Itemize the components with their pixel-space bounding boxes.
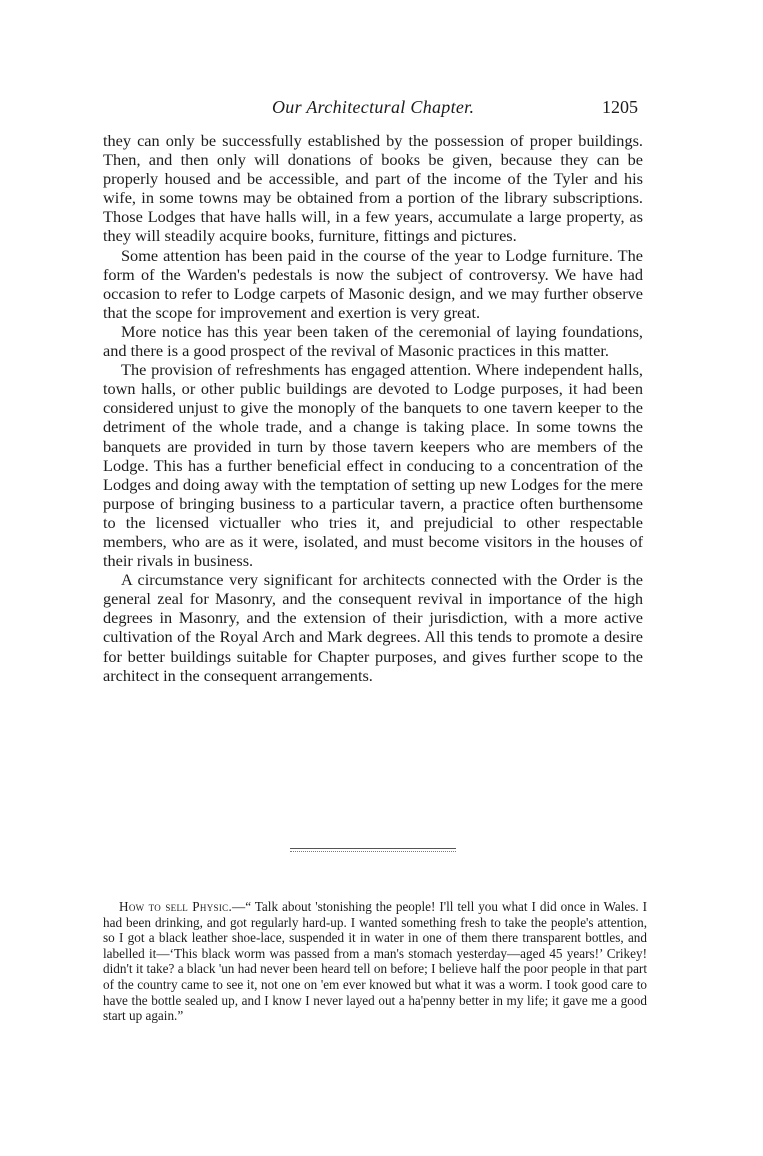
anecdote-paragraph bbox=[103, 899, 647, 1024]
article-paragraph: More notice has this year been taken of the ceremonial of laying foundations, and there is a good prospect of the revival of Masonic practices in this matter. bbox=[103, 321, 643, 361]
page-number: 1205 bbox=[602, 97, 638, 117]
running-header bbox=[0, 97, 763, 123]
divider-rule bbox=[290, 851, 456, 852]
article-paragraph: Some attention has been paid in the course of the year to Lodge furniture. The form of the Warden's pedestals is now the subject of controversy. We have had occasion to refer to Lodge carpets of Masonic design, and we may further observe that the scope for improvement and exertion is very great. bbox=[103, 245, 643, 322]
article-paragraph: The provision of refreshments has engaged attention. Where independent halls, town halls, or other public buildings are devoted to Lodge purposes, it had been considered unjust to give the monoply of the banquets to one tavern keeper to the detriment of the whole trade, and a change is taking place. In some towns the banquets are provided in turn by those tavern keepers who are members of the Lodge. This has a further beneficial effect in conducing to a concentration of the Lodges and doing away with the temptation of setting up new Lodges for the mere purpose of bringing business to a particular tavern, a practice often burthensome to the licensed victualler who tries it, and prejudicial to other respectable members, who are as it were, isolated, and must become visitors in the houses of their rivals in business. bbox=[103, 360, 643, 571]
divider-rule bbox=[290, 848, 456, 849]
section-divider bbox=[290, 848, 456, 854]
anecdote-text: —“ Talk about 'stonishing the people! I'll tell you what I did once in Wales. I had been drinking, and got regularly hard-up. I wanted something fresh to take the people's attention, so I got a black leather shoe-lace, suspended it in water in one of them there transparent bottles, and labelled it—‘This black worm was passed from a man's stomach yesterday—aged 45 years!’ Crikey! didn't it take? a black 'un had never been heard tell on before; I believe half the poor people in that part of the country came to see it, not one on 'em ever knowed but what it was a worm. I took good care to have the bottle sealed up, and I know I never layed out a ha'penny better in my life; it gave me a good start up again.” bbox=[103, 899, 647, 1024]
article-paragraph: A circumstance very significant for architects connected with the Order is the general zeal for Masonry, and the consequent revival in importance of the high degrees in Masonry, and the extension of their jurisdiction, with a more active cultivation of the Royal Arch and Mark degrees. All this tends to promote a desire for better buildings suitable for Chapter purposes, and gives further scope to the architect in the consequent arrangements. bbox=[103, 570, 643, 685]
running-title: Our Architectural Chapter. bbox=[272, 97, 475, 117]
article-body bbox=[103, 131, 643, 685]
article-paragraph: they can only be successfully established by the possession of proper buildings. Then, and then only will donations of books be given, because they can be properly housed and be accessible, and part of the income of the Tyler and his wife, in some towns may be obtained from a portion of the library subscriptions. Those Lodges that have halls will, in a few years, accumulate a large property, as they will steadily acquire books, furniture, fittings and pictures. bbox=[103, 131, 643, 246]
anecdote-heading: How to sell Physic. bbox=[119, 899, 233, 914]
anecdote-block bbox=[103, 899, 647, 1024]
